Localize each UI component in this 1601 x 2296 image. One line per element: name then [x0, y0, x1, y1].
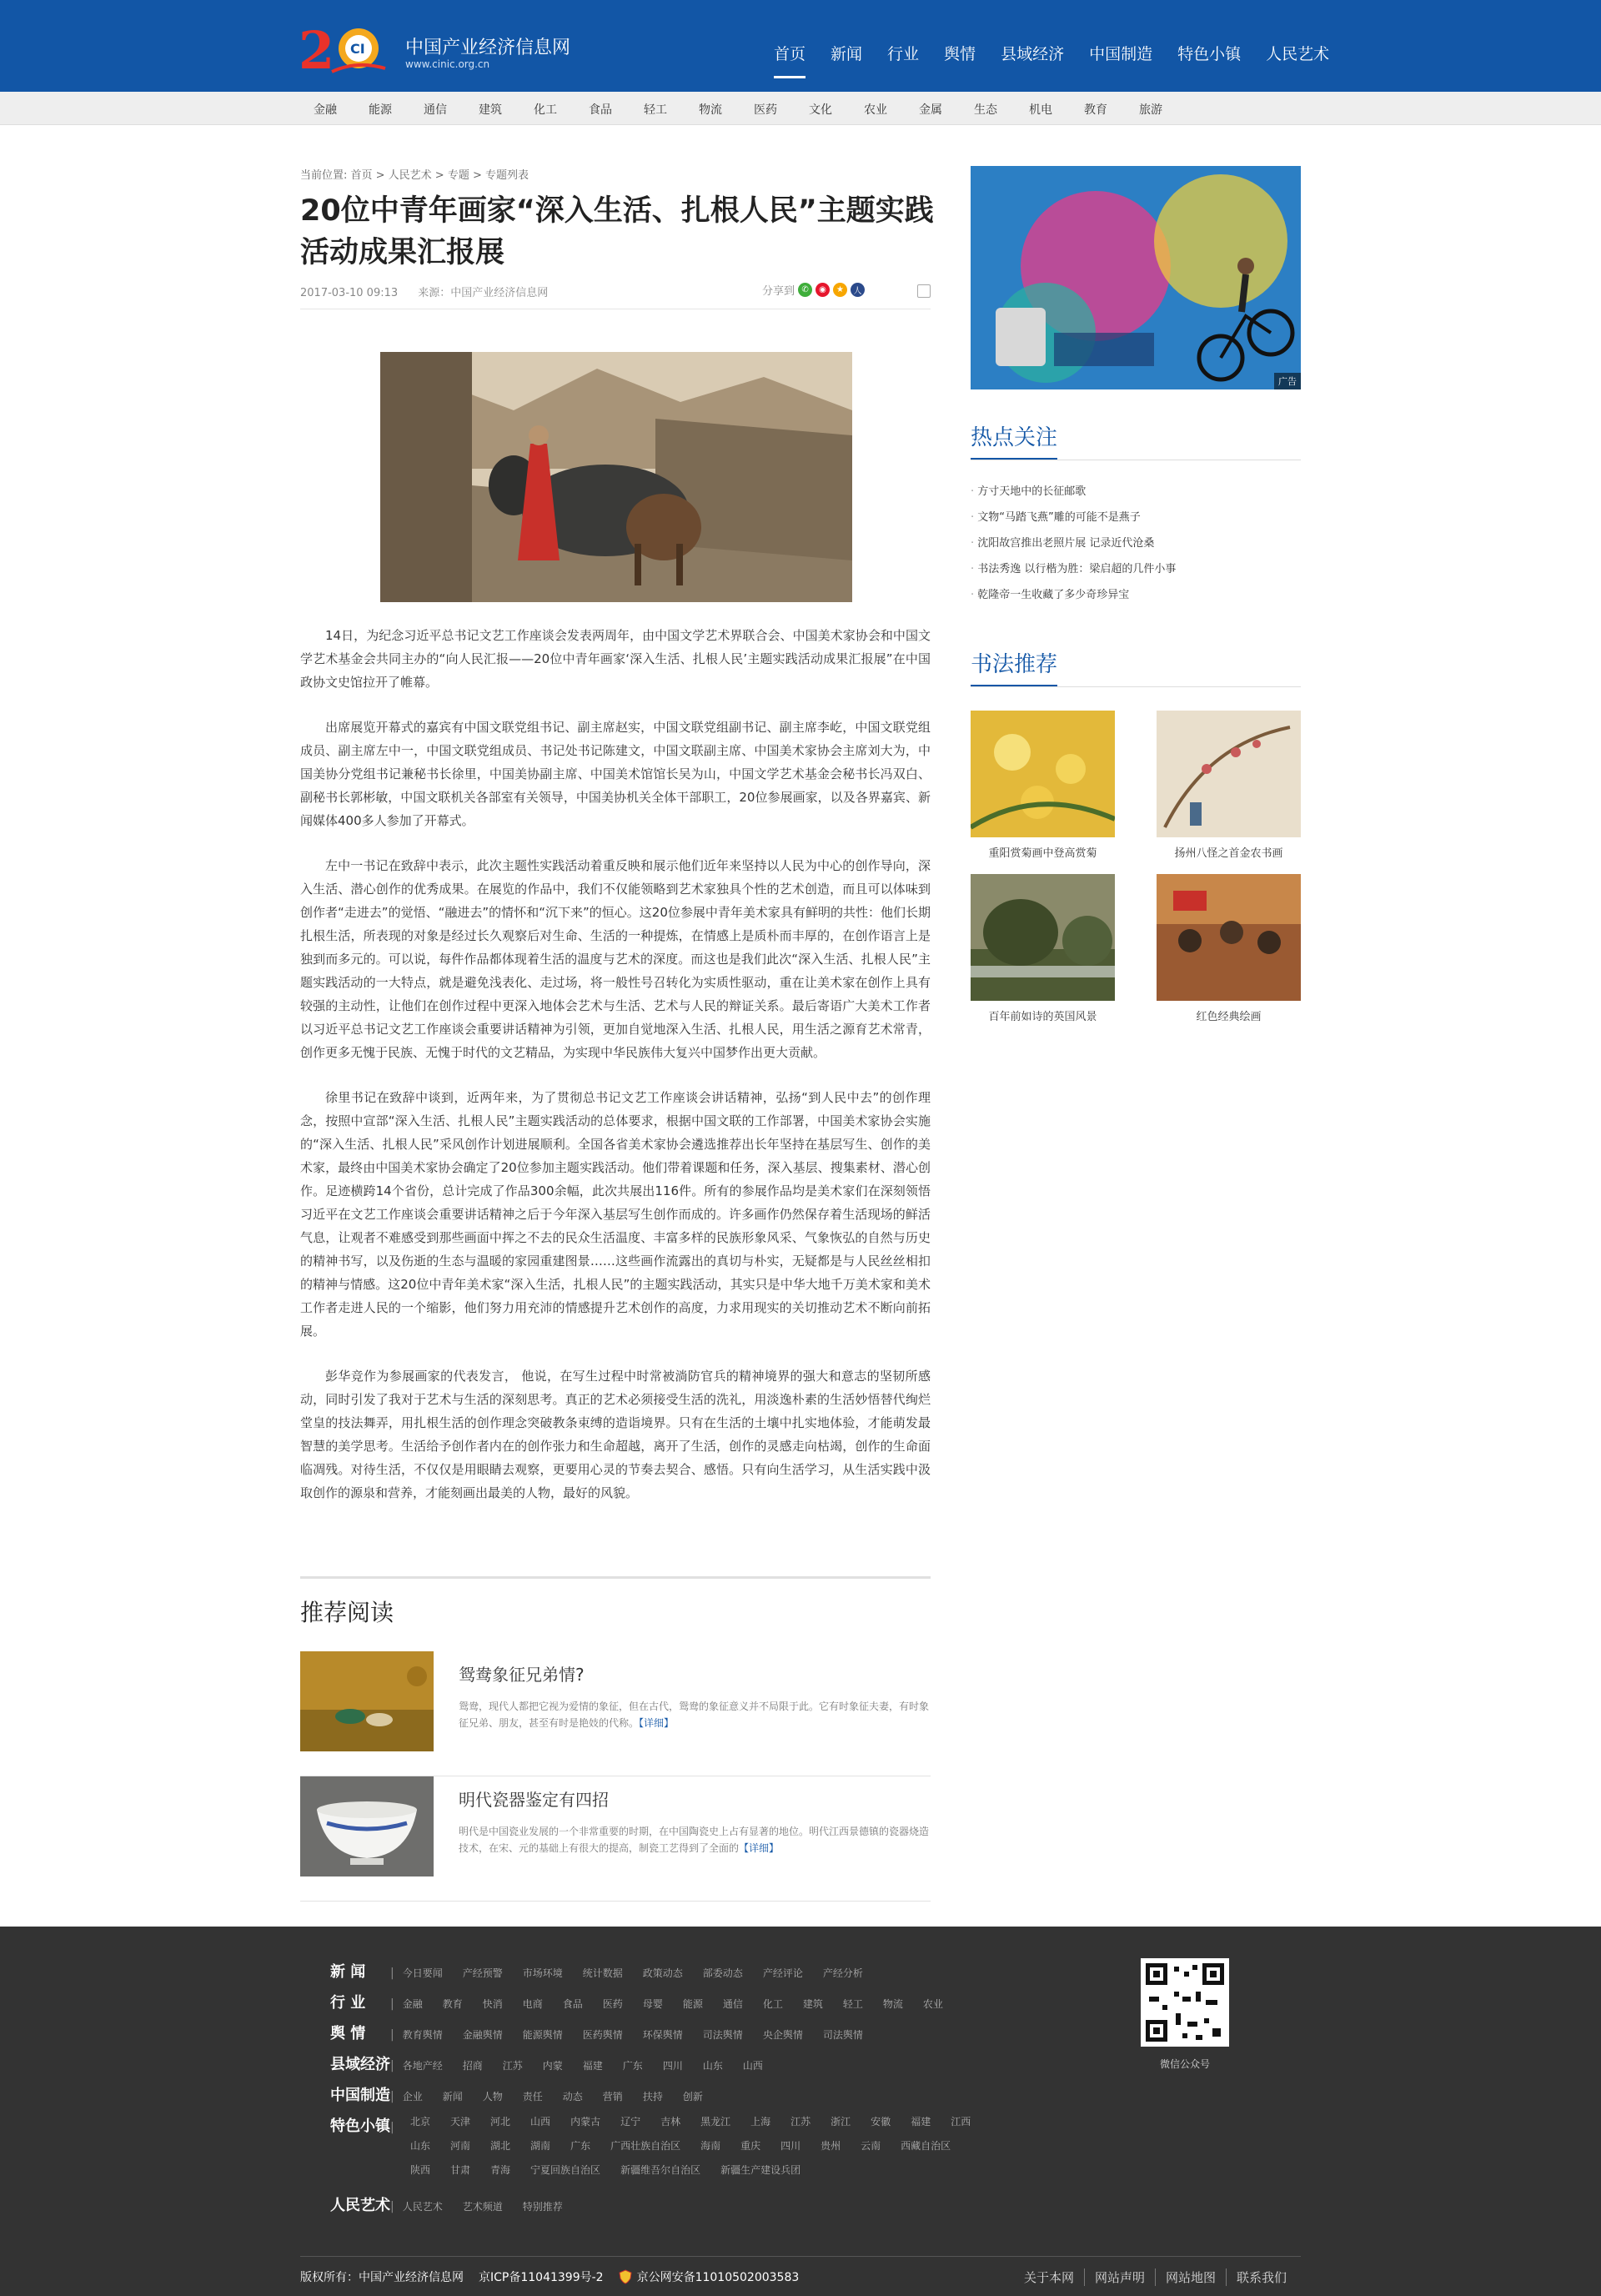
footer-divider: |: [390, 1967, 394, 1980]
footer-link[interactable]: 创新: [682, 2091, 703, 2103]
footer-row-opinion: [330, 2022, 883, 2043]
footer-link[interactable]: 金融舆情: [462, 2029, 503, 2041]
sub-nav-item[interactable]: 旅游: [1139, 103, 1162, 117]
footer-row-made-in-china: [330, 2083, 723, 2105]
footer-link[interactable]: 企业: [402, 2091, 423, 2103]
recommend-separator: [300, 1576, 931, 1579]
footer-link[interactable]: 建筑: [802, 1998, 823, 2010]
police-badge-icon: [619, 2269, 632, 2284]
painting-herder-with-yaks: [380, 352, 852, 602]
footer-link[interactable]: 产经分析: [822, 1967, 863, 1979]
recommend-desc: [459, 1823, 931, 1856]
gallery-caption[interactable]: 红色经典绘画: [1196, 1011, 1262, 1023]
sub-nav-item[interactable]: 食品: [589, 103, 612, 117]
sub-nav-item[interactable]: 化工: [534, 103, 557, 117]
gallery-caption[interactable]: 重阳赏菊画中登高赏菊: [988, 847, 1097, 860]
footer-link[interactable]: 医药舆情: [582, 2029, 623, 2041]
footer-town-link[interactable]: 山东: [410, 2140, 431, 2152]
footer-link[interactable]: 产经评论: [762, 1967, 803, 1979]
footer-link[interactable]: 广东: [622, 2060, 643, 2072]
site-logo[interactable]: [299, 20, 582, 78]
nav-news[interactable]: 新闻: [831, 45, 863, 63]
footer-town-link[interactable]: 吉林: [660, 2116, 681, 2128]
gallery-item[interactable]: [971, 711, 1115, 860]
footer-link[interactable]: 金融: [402, 1998, 423, 2010]
footer-link[interactable]: 产经预警: [462, 1967, 503, 1979]
sub-nav-item[interactable]: 教育: [1084, 103, 1107, 117]
article-paragraph: 彭华竞作为参展画家的代表发言， 他说，在写生过程中时常被淌防官兵的精神境界的强大和意志的坚韧所感动，同时引发了我对于艺术与生活的深刻思考。真正的艺术必须接受生活的洗礼，用淡逸朴素的生活妙悟替代绚烂堂皇的技法舞弄，用扎根生活的创作理念突破教条束缚的造诣境界。只有在生活的土壤中扎实地体验，才能萌发最智慧的美学思考。生活给予创作者内在的创作张力和生命超越，离开了生活，创作的灵感走向枯竭，创作的生命面临凋残。对待生活，不仅仅是用眼睛去观察，更要用心灵的节奏去契合、感悟。只有向生活学习，从生活实践中汲取创作的源泉和营养，才能刻画出最美的人物，最好的风貌。: [300, 1369, 931, 1500]
footer-heading[interactable]: 舆 情: [330, 2025, 366, 2042]
wechat-icon[interactable]: ✆: [798, 283, 812, 297]
footer-town-link[interactable]: 天津: [450, 2116, 471, 2128]
sub-nav-bar: [0, 92, 1601, 125]
share-bar: [762, 282, 865, 298]
ad-tag: 广告: [1274, 373, 1301, 389]
weibo-icon[interactable]: ◉: [816, 283, 830, 297]
sub-nav-item[interactable]: 金属: [919, 103, 942, 117]
footer-link[interactable]: 司法舆情: [702, 2029, 743, 2041]
qzone-icon[interactable]: ★: [833, 283, 847, 297]
footer-link[interactable]: 食品: [562, 1998, 583, 2010]
jin-nong-painting: [1157, 711, 1301, 837]
sub-nav-item[interactable]: 轻工: [644, 103, 667, 117]
footer-link[interactable]: 福建: [582, 2060, 603, 2072]
footer-link[interactable]: 统计数据: [582, 1967, 623, 1979]
article-meta: [300, 284, 565, 299]
nav-home[interactable]: 首页: [774, 42, 806, 67]
sub-nav-item[interactable]: 金融: [314, 103, 337, 117]
footer-row-county: [330, 2052, 783, 2074]
recommend-desc-text: 鸳鸯，现代人都把它视为爱情的象征，但在古代，鸳鸯的象征意义并不局限于此。它有时象征夫妻，有时象征兄弟、朋友，甚至有时是艳妓的代称。: [459, 1701, 930, 1729]
gallery-thumbnail[interactable]: [1157, 874, 1301, 1001]
site-url: www.cinic.org.cn: [405, 58, 490, 70]
recommend-thumbnail[interactable]: [300, 1651, 434, 1751]
footer-link[interactable]: 新闻: [442, 2091, 463, 2103]
copyright-bar: [300, 2268, 814, 2285]
gallery-thumbnail[interactable]: [971, 874, 1115, 1001]
footer-link-sitemap[interactable]: 网站地图: [1155, 2268, 1226, 2286]
footer-divider: |: [390, 2200, 394, 2213]
footer-town-link[interactable]: 内蒙古: [570, 2116, 601, 2128]
nav-industry[interactable]: 行业: [887, 45, 920, 63]
read-more-link[interactable]: 【详细】: [639, 1717, 675, 1729]
footer-link[interactable]: 扶持: [642, 2091, 663, 2103]
footer-link[interactable]: 人物: [482, 2091, 503, 2103]
breadcrumb: 当前位置: 首页 > 人民艺术 > 专题 > 专题列表: [300, 169, 529, 182]
recommend-thumbnail[interactable]: [300, 1776, 434, 1876]
wechat-qr-code: [1141, 1958, 1229, 2047]
footer-divider: |: [390, 2028, 394, 2042]
sub-nav-item[interactable]: 物流: [699, 103, 722, 117]
hot-heading: 热点关注: [971, 420, 1057, 460]
article-paragraph: 出席展览开幕式的嘉宾有中国文联党组书记、副主席赵实，中国文联党组副书记、副主席李屹，中国文联党组成员、副主席左中一，中国文联党组成员、书记处书记陈建文，中国文联副主席、中国美术家协会主席刘大为，中国美协分党组书记兼秘书长徐里，中国美协副主席、中国美术馆馆长吴为山，中国文学艺术基金会秘书长冯双白、副秘书长郭彬敏，中国文联机关各部室有关领导，中国美协机关全体干部职工，20位参展画家，以及各界嘉宾、新闻媒体400多人参加了开幕式。: [300, 720, 931, 828]
footer-heading[interactable]: 特色小镇: [330, 2118, 390, 2135]
footer-town-link[interactable]: 宁夏回族自治区: [530, 2164, 601, 2176]
footer-row-industry: [330, 1991, 963, 2012]
footer-town-link[interactable]: 上海: [750, 2116, 771, 2128]
sub-nav-item[interactable]: 农业: [864, 103, 887, 117]
footer-link[interactable]: 山东: [702, 2060, 723, 2072]
footer-town-link[interactable]: 湖北: [490, 2140, 511, 2152]
article-body: [300, 624, 931, 1526]
footer-link[interactable]: 教育: [442, 1998, 463, 2010]
footer-town-link[interactable]: 北京: [410, 2116, 431, 2128]
svg-text:2: 2: [299, 20, 335, 78]
nav-county-economy[interactable]: 县域经济: [1001, 45, 1065, 63]
gallery-thumbnail[interactable]: [1157, 711, 1301, 837]
recommend-item[interactable]: [300, 1651, 931, 1776]
footer-link[interactable]: 电商: [522, 1998, 543, 2010]
footer-link[interactable]: 政策动态: [642, 1967, 683, 1979]
footer-divider: |: [390, 2090, 394, 2103]
police-record[interactable]: 京公网安备11010502003583: [636, 2271, 800, 2284]
footer-link[interactable]: 动态: [562, 2091, 583, 2103]
recommend-title[interactable]: 明代瓷器鉴定有四招: [459, 1790, 609, 1810]
calligraphy-heading-line: [971, 686, 1301, 687]
footer-town-link[interactable]: 西藏自治区: [901, 2140, 951, 2152]
footer-town-link[interactable]: 辽宁: [620, 2116, 641, 2128]
renren-icon[interactable]: 人: [851, 283, 865, 297]
sub-nav-item[interactable]: 能源: [369, 103, 392, 117]
gallery-item[interactable]: [971, 874, 1115, 1023]
recommend-title[interactable]: 鸳鸯象征兄弟情?: [459, 1665, 585, 1685]
article-paragraph: 左中一书记在致辞中表示，此次主题性实践活动着重反映和展示他们近年来坚持以人民为中心的创作导向，深入生活、潜心创作的优秀成果。在展览的作品中，我们不仅能领略到艺术家独具个性的艺术创造，而且可以体味到创作者“走进去”的觉悟、“融进去”的情怀和“沉下来”的恒心。这20位参展中青年美术家具有鲜明的共性：他们长期扎根生活，所表现的对象是经过长久观察后对生命、生活的一种提炼，在情感上是质朴而丰厚的，在创作语言上是独到而多元的。可以说，每件作品都体现着生活的温度与艺术的深度。而这也是我们此次“深入生活、扎根人民”主题实践活动的一大特点，就是避免浅表化、走过场，将一般性号召转化为实质性驱动，重在让美术家在创作上具有较强的主动性，让他们在创作过程中更深入地体会艺术与生活、艺术与人民的辩证关系。最后寄语广大美术工作者以习近平总书记文艺工作座谈会重要讲话精神为引领，更加自觉地深入生活、扎根人民，用生活之源育艺术常青，创作更多无愧于民族、无愧于时代的文艺精品，为实现中华民族伟大复兴中国梦作出更大贡献。: [300, 858, 931, 1060]
footer-link[interactable]: 四川: [662, 2060, 683, 2072]
footer-link[interactable]: 部委动态: [702, 1967, 743, 1979]
sub-nav: [314, 101, 1194, 118]
footer-link[interactable]: 人民艺术: [402, 2201, 443, 2213]
article-paragraph: 徐里书记在致辞中谈到，近两年来，为了贯彻总书记文艺工作座谈会讲话精神，弘扬“到人民中去”的创作理念，按照中宣部“深入生活、扎根人民”主题实践活动的总体要求，根据中国文联的工作部署，中国美术家协会实施的“深入生活、扎根人民”采风创作计划进展顺利。全国各省美术家协会遴选推荐出长年坚持在基层写生、创作的美术家，最终由中国美术家协会确定了20位参加主题实践活动。他们带着课题和任务，深入基层、搜集素材、潜心创作。足迹横跨14个省份，总计完成了作品300余幅，此次共展出116件。所有的参展作品均是美术家们在深刻领悟习近平在文艺工作座谈会重要讲话精神之后于今年深入基层写生创作而成的。许多画作仍然保存着生活现场的鲜活气息，让观者不难感受到那些画面中挥之不去的民众生活温度、丰富多样的民族形象风采、气象恢弘的自然与历史的精神书写，以及伤逝的生态与温暖的家园重建图景……这些画作流露出的真切与朴实，无疑都是与人民丝丝相扣的精神与情感。这20位中青年美术家“深入生活，扎根人民”的主题实践活动，其实只是中华大地千万美术家和美术工作者走进人民的一个缩影，他们努力用充沛的情感提升艺术创作的高度，力求用现实的关切推动艺术不断向前拓展。: [300, 1090, 931, 1339]
footer-town-link[interactable]: 海南: [700, 2140, 721, 2152]
nav-made-in-china[interactable]: 中国制造: [1089, 45, 1153, 63]
footer-heading[interactable]: 县域经济: [330, 2056, 390, 2073]
sub-nav-item[interactable]: 生态: [974, 103, 997, 117]
footer-town-link[interactable]: 陕西: [410, 2164, 431, 2176]
footer-town-link[interactable]: 新疆生产建设兵团: [720, 2164, 801, 2176]
footer-town-link[interactable]: 贵州: [821, 2140, 841, 2152]
footer-towns-list: [410, 2110, 994, 2183]
footer-divider-line: [300, 2256, 1301, 2257]
english-landscape-painting: [971, 874, 1115, 1001]
article-hero-image: [380, 352, 852, 602]
footer-town-link[interactable]: 江西: [951, 2116, 971, 2128]
footer-divider: |: [390, 1997, 394, 2011]
share-label: 分享到: [762, 285, 795, 298]
footer-link[interactable]: 责任: [522, 2091, 543, 2103]
hot-item[interactable]: · 书法秀逸 以行楷为胜：梁启超的几件小事: [971, 556, 1176, 582]
hot-item[interactable]: · 方寸天地中的长征邮歌: [971, 479, 1176, 505]
footer-link[interactable]: 艺术频道: [462, 2201, 503, 2213]
sub-nav-item[interactable]: 机电: [1029, 103, 1052, 117]
article-date: 2017-03-10 09:13: [300, 287, 399, 299]
gallery-item[interactable]: [1157, 711, 1301, 860]
footer-link[interactable]: 教育舆情: [402, 2029, 443, 2041]
footer-town-link[interactable]: 浙江: [831, 2116, 851, 2128]
main-nav: [774, 42, 1354, 67]
ad-bmx-poster: [971, 166, 1301, 389]
sub-nav-item[interactable]: 文化: [809, 103, 832, 117]
footer-town-link[interactable]: 新疆维吾尔自治区: [620, 2164, 701, 2176]
footer-divider: |: [390, 2121, 394, 2134]
footer-link[interactable]: 轻工: [842, 1998, 863, 2010]
footer-divider: |: [390, 2059, 394, 2072]
article-source: 来源：中国产业经济信息网: [418, 287, 549, 299]
sub-nav-item[interactable]: 通信: [424, 103, 447, 117]
footer-link[interactable]: 能源: [682, 1998, 703, 2010]
article-paragraph: 14日，为纪念习近平总书记文艺工作座谈会发表两周年，由中国文学艺术界联合会、中国美术家协会和中国文学艺术基金会共同主办的“向人民汇报——20位中青年画家‘深入生活、扎根人民’主题实践活动成果汇报展”在中国政协文史馆拉开了帷幕。: [300, 628, 931, 690]
footer-link[interactable]: 环保舆情: [642, 2029, 683, 2041]
footer-heading[interactable]: 行 业: [330, 1994, 366, 2012]
footer-town-link[interactable]: 江苏: [790, 2116, 811, 2128]
footer-link[interactable]: 物流: [882, 1998, 903, 2010]
footer-town-link[interactable]: 甘肃: [450, 2164, 471, 2176]
footer-link-statement[interactable]: 网站声明: [1084, 2268, 1155, 2286]
sidebar-ad-banner[interactable]: [971, 166, 1301, 389]
footer-link[interactable]: 农业: [922, 1998, 943, 2010]
footer-link[interactable]: 江苏: [502, 2060, 523, 2072]
footer-town-link[interactable]: 河南: [450, 2140, 471, 2152]
footer-heading[interactable]: 中国制造: [330, 2087, 390, 2104]
footer-link-contact[interactable]: 联系我们: [1226, 2268, 1297, 2286]
footer-link[interactable]: 招商: [462, 2060, 483, 2072]
sub-nav-item[interactable]: 医药: [754, 103, 777, 117]
site-name: 中国产业经济信息网: [405, 38, 571, 58]
footer-town-link[interactable]: 广西壮族自治区: [610, 2140, 681, 2152]
footer-link[interactable]: 山西: [742, 2060, 763, 2072]
red-classic-painting: [1157, 874, 1301, 1001]
footer-link[interactable]: 快消: [482, 1998, 503, 2010]
footer-link[interactable]: 医药: [602, 1998, 623, 2010]
footer-link[interactable]: 特别推荐: [522, 2201, 563, 2213]
hot-item[interactable]: · 沈阳故宫推出老照片展 记录近代沧桑: [971, 530, 1176, 556]
footer-town-link[interactable]: 四川: [780, 2140, 801, 2152]
nav-people-art[interactable]: 人民艺术: [1266, 45, 1330, 63]
footer-town-link[interactable]: 河北: [490, 2116, 511, 2128]
footer-town-link[interactable]: 青海: [490, 2164, 511, 2176]
recommend-item[interactable]: [300, 1776, 931, 1902]
footer-link[interactable]: 今日要闻: [402, 1967, 443, 1979]
footer-town-link[interactable]: 山西: [530, 2116, 551, 2128]
footer-town-link[interactable]: 湖南: [530, 2140, 551, 2152]
footer-link-about[interactable]: 关于本网: [1024, 2270, 1075, 2285]
recommend-heading: 推荐阅读: [300, 1599, 394, 1626]
footer-row-towns: [330, 2114, 403, 2136]
footer-link[interactable]: 央企舆情: [762, 2029, 803, 2041]
footer-link[interactable]: 市场环境: [522, 1967, 563, 1979]
calligraphy-heading: 书法推荐: [971, 647, 1057, 686]
footer-town-link[interactable]: 黑龙江: [700, 2116, 731, 2128]
read-more-link[interactable]: 【详细】: [739, 1842, 780, 1854]
footer-row-news: [330, 1960, 883, 1982]
hot-item[interactable]: · 文物“马踏飞燕”雕的可能不是燕子: [971, 505, 1176, 530]
footer-links: [1024, 2268, 1297, 2286]
header-bar: [0, 0, 1601, 92]
gallery-caption[interactable]: 扬州八怪之首金农书画: [1174, 847, 1283, 860]
mandarin-duck-painting: [300, 1651, 434, 1751]
footer-town-link[interactable]: 广东: [570, 2140, 591, 2152]
footer-row-people-art: [330, 2193, 583, 2215]
ming-porcelain-bowl: [300, 1776, 434, 1876]
footer-town-link[interactable]: 重庆: [740, 2140, 761, 2152]
footer-town-link[interactable]: 安徽: [871, 2116, 891, 2128]
copyright-text: 版权所有：中国产业经济信息网: [300, 2271, 464, 2284]
nav-opinion[interactable]: 舆情: [944, 45, 976, 63]
nav-featured-towns[interactable]: 特色小镇: [1177, 45, 1242, 63]
gallery-thumbnail[interactable]: [971, 711, 1115, 837]
qr-caption: 微信公众号: [1159, 2058, 1210, 2070]
logo-20-mark: [299, 20, 392, 78]
footer-link[interactable]: 通信: [722, 1998, 743, 2010]
hot-item[interactable]: · 乾隆帝一生收藏了多少奇珍异宝: [971, 582, 1176, 608]
footer-link[interactable]: 能源舆情: [522, 2029, 563, 2041]
recommend-desc-text: 明代是中国瓷业发展的一个非常重要的时期，在中国陶瓷史上占有显著的地位。明代江西景德镇的瓷器烧造技术，在宋、元的基础上有很大的提高，制瓷工艺得到了全面的: [459, 1826, 930, 1854]
footer-heading[interactable]: 新 闻: [330, 1963, 366, 1981]
footer-link[interactable]: 营销: [602, 2091, 623, 2103]
footer-town-link[interactable]: 云南: [861, 2140, 881, 2152]
gallery-item[interactable]: [1157, 874, 1301, 1023]
gallery-caption[interactable]: 百年前如诗的英国风景: [988, 1011, 1097, 1023]
chrysanthemum-painting: [971, 711, 1115, 837]
footer-link[interactable]: 化工: [762, 1998, 783, 2010]
footer-link[interactable]: 母婴: [642, 1998, 663, 2010]
footer-link[interactable]: 内蒙: [542, 2060, 563, 2072]
footer-heading[interactable]: 人民艺术: [330, 2197, 390, 2214]
article-title: 20位中青年画家“深入生活、扎根人民”主题实践活动成果汇报展: [300, 194, 934, 269]
hot-list: [971, 479, 1176, 608]
sub-nav-item[interactable]: 建筑: [479, 103, 502, 117]
recommend-desc: [459, 1698, 931, 1731]
qr-code-icon: [1146, 1963, 1224, 2042]
footer-link[interactable]: 各地产经: [402, 2060, 443, 2072]
edit-icon[interactable]: [917, 284, 931, 298]
svg-text:CI: CI: [350, 41, 365, 57]
footer-town-link[interactable]: 福建: [911, 2116, 931, 2128]
icp-number[interactable]: 京ICP备11041399号-2: [479, 2271, 604, 2284]
footer-link[interactable]: 司法舆情: [822, 2029, 863, 2041]
